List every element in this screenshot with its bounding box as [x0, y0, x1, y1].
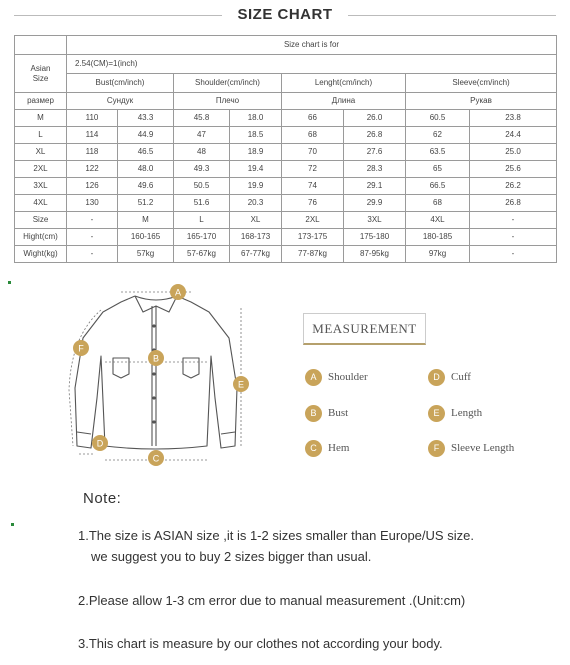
title-divider-right: [348, 15, 556, 16]
legend-label-sleeve-length: Sleeve Length: [451, 442, 515, 454]
header-bust: Bust(cm/inch): [67, 74, 174, 93]
table-cell: 110: [67, 110, 118, 127]
table-cell: 65: [406, 161, 470, 178]
table-cell: 68: [406, 195, 470, 212]
note-heading: Note:: [83, 490, 122, 507]
table-cell: M: [118, 212, 174, 229]
header-ru-sleeve: Рукав: [406, 93, 557, 110]
table-cell: 19.4: [230, 161, 282, 178]
legend-badge-f: F: [428, 440, 445, 457]
table-cell: 4XL: [406, 212, 470, 229]
header-ru-length: Длина: [282, 93, 406, 110]
table-cell: 3XL: [344, 212, 406, 229]
table-cell: 29.9: [344, 195, 406, 212]
page-title: SIZE CHART: [237, 6, 333, 23]
table-cell: -: [67, 229, 118, 246]
table-cell: 51.2: [118, 195, 174, 212]
shirt-outline: [75, 296, 237, 449]
badge-e: E: [237, 379, 245, 390]
table-cell: 18.9: [230, 144, 282, 161]
table-cell: 26.0: [344, 110, 406, 127]
table-cell: 168-173: [230, 229, 282, 246]
table-cell: 48.0: [118, 161, 174, 178]
row-label: Size: [15, 212, 67, 229]
legend-badge-d: D: [428, 369, 445, 386]
table-row: [15, 178, 557, 195]
table-cell: 18.5: [230, 127, 282, 144]
header-ru-shoulder: Плечо: [174, 93, 282, 110]
table-cell: 68: [282, 127, 344, 144]
table-cell: 46.5: [118, 144, 174, 161]
legend-label-cuff: Cuff: [451, 371, 471, 383]
header-sleeve: Sleeve(cm/inch): [406, 74, 557, 93]
note-1-line-1: 1.The size is ASIAN size ,it is 1-2 sizes smaller than Europe/US size.: [78, 528, 474, 543]
table-cell: 122: [67, 161, 118, 178]
table-cell: 25.6: [470, 161, 557, 178]
table-cell: -: [470, 212, 557, 229]
table-cell: 27.6: [344, 144, 406, 161]
table-cell: 48: [174, 144, 230, 161]
legend-badge-c: C: [305, 440, 322, 457]
header-ru-label: размер: [15, 93, 67, 110]
table-cell: 62: [406, 127, 470, 144]
table-cell: L: [174, 212, 230, 229]
row-label: 3XL: [15, 178, 67, 195]
table-cell: -: [470, 246, 557, 263]
table-row: [15, 161, 557, 178]
size-table: [14, 35, 557, 263]
table-cell: 165-170: [174, 229, 230, 246]
table-cell: 29.1: [344, 178, 406, 195]
table-cell: 2XL: [282, 212, 344, 229]
shirt-diagram: [55, 278, 270, 478]
table-cell: 118: [67, 144, 118, 161]
table-cell: 126: [67, 178, 118, 195]
table-cell: -: [470, 229, 557, 246]
title-divider-left: [14, 15, 222, 16]
table-cell: 87-95kg: [344, 246, 406, 263]
legend-badge-a: A: [305, 369, 322, 386]
table-cell: 23.8: [470, 110, 557, 127]
note-2: 2.Please allow 1-3 cm error due to manual measurement .(Unit:cm): [78, 593, 466, 608]
note-3: 3.This chart is measure by our clothes not according your body.: [78, 636, 443, 651]
table-cell: 72: [282, 161, 344, 178]
shirt-buttons: [152, 324, 155, 423]
table-cell: 26.8: [470, 195, 557, 212]
badge-a: A: [174, 287, 182, 298]
table-cell: 66.5: [406, 178, 470, 195]
badge-c: C: [152, 453, 160, 464]
table-cell: 66: [282, 110, 344, 127]
table-cell: 19.9: [230, 178, 282, 195]
table-cell: 77-87kg: [282, 246, 344, 263]
table-cell: 26.8: [344, 127, 406, 144]
table-row: [15, 127, 557, 144]
legend-badge-e: E: [428, 405, 445, 422]
table-cell: 74: [282, 178, 344, 195]
row-label: Wight(kg): [15, 246, 67, 263]
table-cell: 160-165: [118, 229, 174, 246]
table-cell: 51.6: [174, 195, 230, 212]
table-cell: 47: [174, 127, 230, 144]
table-caption: Size chart is for: [67, 36, 557, 55]
header-ru-bust: Сундук: [67, 93, 174, 110]
measure-lines: [69, 292, 241, 460]
table-cell: 57kg: [118, 246, 174, 263]
table-row: [15, 110, 557, 127]
table-cell: 49.6: [118, 178, 174, 195]
decorative-dot: [11, 523, 14, 526]
table-row: [15, 246, 557, 263]
badge-d: D: [96, 438, 104, 449]
decorative-dot: [8, 281, 11, 284]
table-cell: 173-175: [282, 229, 344, 246]
table-cell: -: [67, 212, 118, 229]
measurement-title: MEASUREMENT: [303, 313, 426, 345]
table-cell: 76: [282, 195, 344, 212]
row-label: XL: [15, 144, 67, 161]
table-cell: 175-180: [344, 229, 406, 246]
table-cell: 25.0: [470, 144, 557, 161]
table-cell: 130: [67, 195, 118, 212]
table-body: [15, 110, 557, 263]
table-cell: 43.3: [118, 110, 174, 127]
legend-label-hem: Hem: [328, 442, 350, 454]
table-cell: 114: [67, 127, 118, 144]
table-cell: XL: [230, 212, 282, 229]
table-cell: -: [67, 246, 118, 263]
table-cell: 18.0: [230, 110, 282, 127]
table-corner: [15, 36, 67, 55]
table-row: [15, 144, 557, 161]
row-label: L: [15, 127, 67, 144]
table-cell: 97kg: [406, 246, 470, 263]
table-row: [15, 212, 557, 229]
table-row: [15, 229, 557, 246]
table-cell: 49.3: [174, 161, 230, 178]
table-cell: 70: [282, 144, 344, 161]
table-cell: 57-67kg: [174, 246, 230, 263]
table-cell: 180-185: [406, 229, 470, 246]
row-label: 2XL: [15, 161, 67, 178]
row-label: 4XL: [15, 195, 67, 212]
header-shoulder: Shoulder(cm/inch): [174, 74, 282, 93]
badge-f: F: [78, 343, 84, 354]
table-cell: 60.5: [406, 110, 470, 127]
table-cell: 63.5: [406, 144, 470, 161]
table-cell: 45.8: [174, 110, 230, 127]
table-cell: 26.2: [470, 178, 557, 195]
table-cell: 44.9: [118, 127, 174, 144]
unit-note: 2.54(CM)=1(inch): [67, 55, 557, 74]
legend-label-bust: Bust: [328, 407, 349, 419]
table-row: [15, 195, 557, 212]
header-length: Lenght(cm/inch): [282, 74, 406, 93]
legend-label-shoulder: Shoulder: [328, 371, 368, 383]
legend-label-length: Length: [451, 407, 483, 419]
asian-size-label: Asian Size: [15, 55, 67, 93]
note-1-line-2: we suggest you to buy 2 sizes bigger than usual.: [91, 549, 372, 564]
row-label: Hight(cm): [15, 229, 67, 246]
table-cell: 20.3: [230, 195, 282, 212]
table-cell: 28.3: [344, 161, 406, 178]
title-bar: [0, 0, 570, 30]
table-cell: 24.4: [470, 127, 557, 144]
badge-b: B: [152, 353, 160, 364]
table-cell: 50.5: [174, 178, 230, 195]
legend-badge-b: B: [305, 405, 322, 422]
row-label: M: [15, 110, 67, 127]
table-cell: 67-77kg: [230, 246, 282, 263]
